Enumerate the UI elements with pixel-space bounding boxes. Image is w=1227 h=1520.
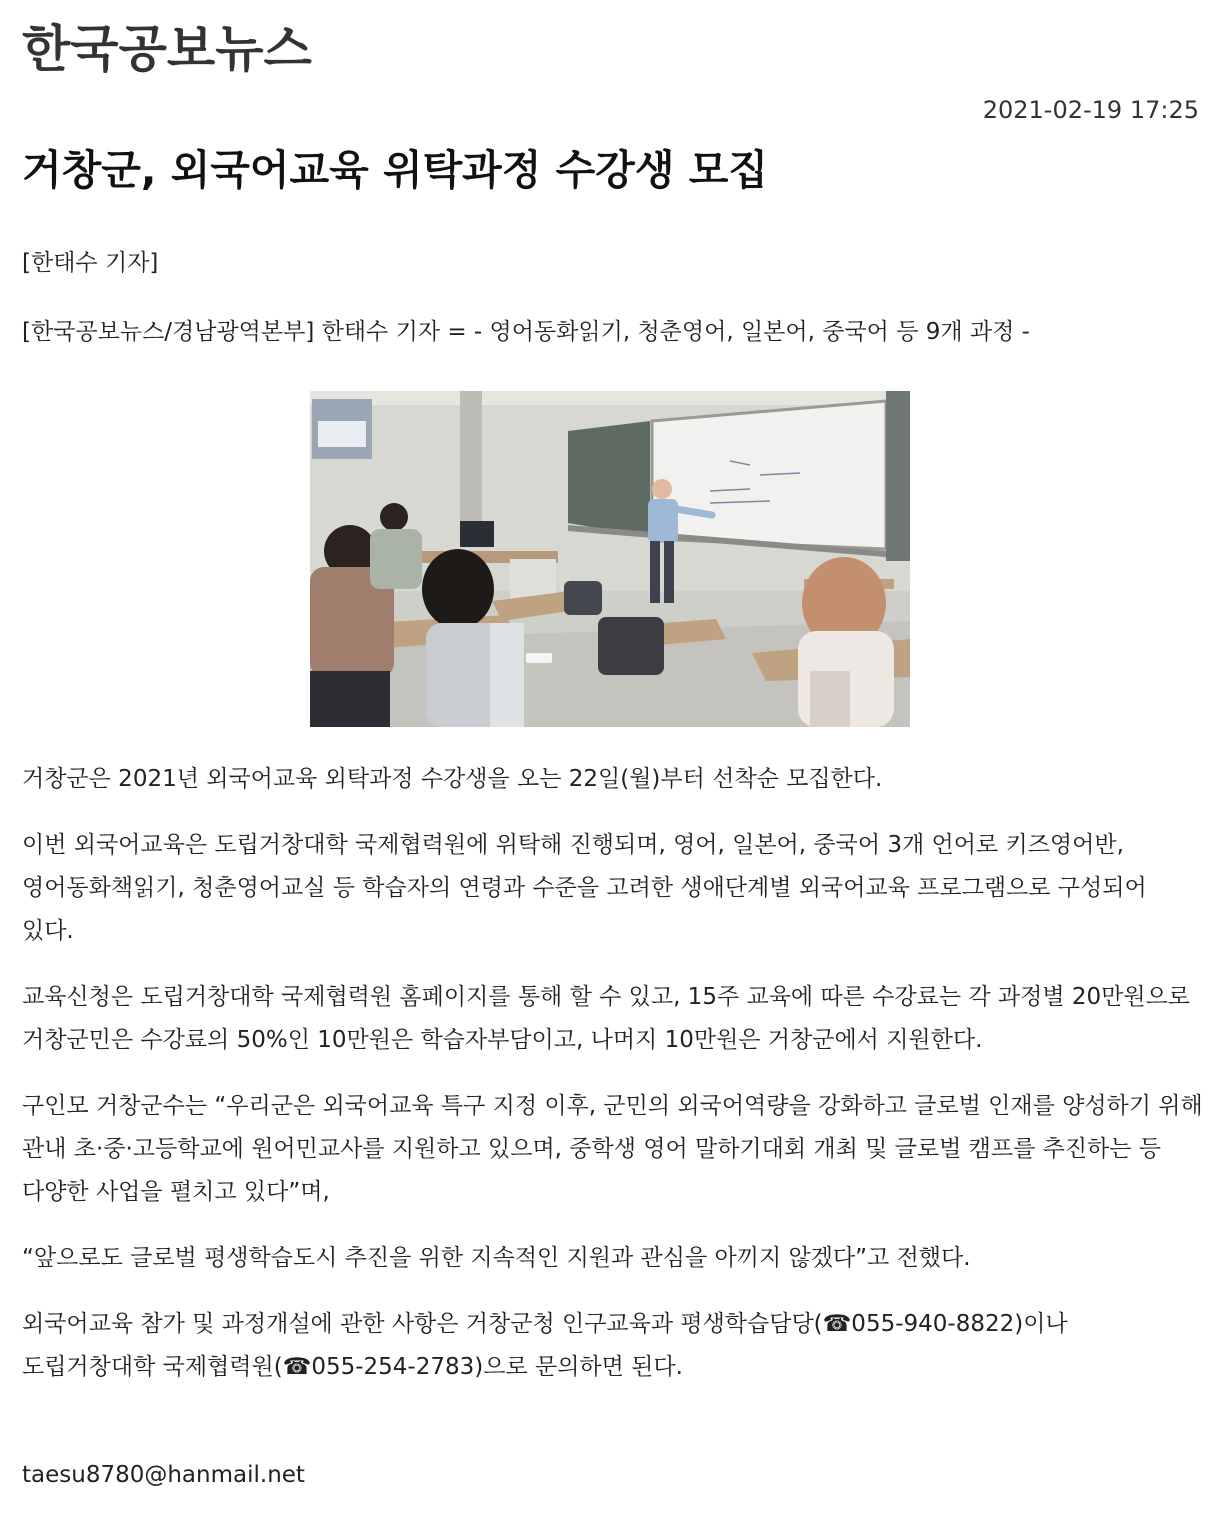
article-paragraph: 이번 외국어교육은 도립거창대학 국제협력원에 위탁해 진행되며, 영어, 일본어, 중국어 3개 언어로 키즈영어반, 영어동화책읽기, 청춘영어교실 등 학습자의 연령과 수준을 고려한 생애단계별 외국어교육 프로그램으로 구성되어 있다.	[22, 832, 1147, 944]
article-paragraph: 거창군은 2021년 외국어교육 외탁과정 수강생을 오는 22일(월)부터 선착순 모집한다.	[22, 766, 883, 792]
classroom-lesson-photo	[310, 391, 910, 727]
article-paragraph: 구인모 거창군수는 “우리군은 외국어교육 특구 지정 이후, 군민의 외국어역량을 강화하고 글로벌 인재를 양성하기 위해 관내 초·중·고등학교에 원어민교사를 지원하고 있으며, 중학생 영어 말하기대회 개최 및 글로벌 캠프를 추진하는 등 다양한 사업을 펼치고 있다”며,	[22, 1093, 1203, 1205]
article-byline: [한태수 기자]	[22, 250, 159, 276]
reporter-email: taesu8780@hanmail.net	[22, 1462, 305, 1488]
article-title: 거창군, 외국어교육 위탁과정 수강생 모집	[22, 146, 768, 194]
article-body	[22, 758, 1205, 1412]
article-paragraph: 교육신청은 도립거창대학 국제협력원 홈페이지를 통해 할 수 있고, 15주 교육에 따른 수강료는 각 과정별 20만원으로 거창군민은 수강료의 50%인 10만원은 학습자부담이고, 나머지 10만원은 거창군에서 지원한다.	[22, 984, 1191, 1053]
site-name: 한국공보뉴스	[22, 20, 312, 78]
classroom-photo-illustration	[310, 391, 910, 727]
article-paragraph: “앞으로도 글로벌 평생학습도시 추진을 위한 지속적인 지원과 관심을 아끼지 않겠다”고 전했다.	[22, 1245, 971, 1271]
article-lead: [한국공보뉴스/경남광역본부] 한태수 기자 = - 영어동화읽기, 청춘영어, 일본어, 중국어 등 9개 과정 -	[22, 319, 1030, 345]
article-date: 2021-02-19 17:25	[982, 96, 1199, 124]
article-paragraph: 외국어교육 참가 및 과정개설에 관한 사항은 거창군청 인구교육과 평생학습담당(☎055-940-8822)이나 도립거창대학 국제협력원(☎055-254-2783)으로 문의하면 된다.	[22, 1311, 1068, 1380]
